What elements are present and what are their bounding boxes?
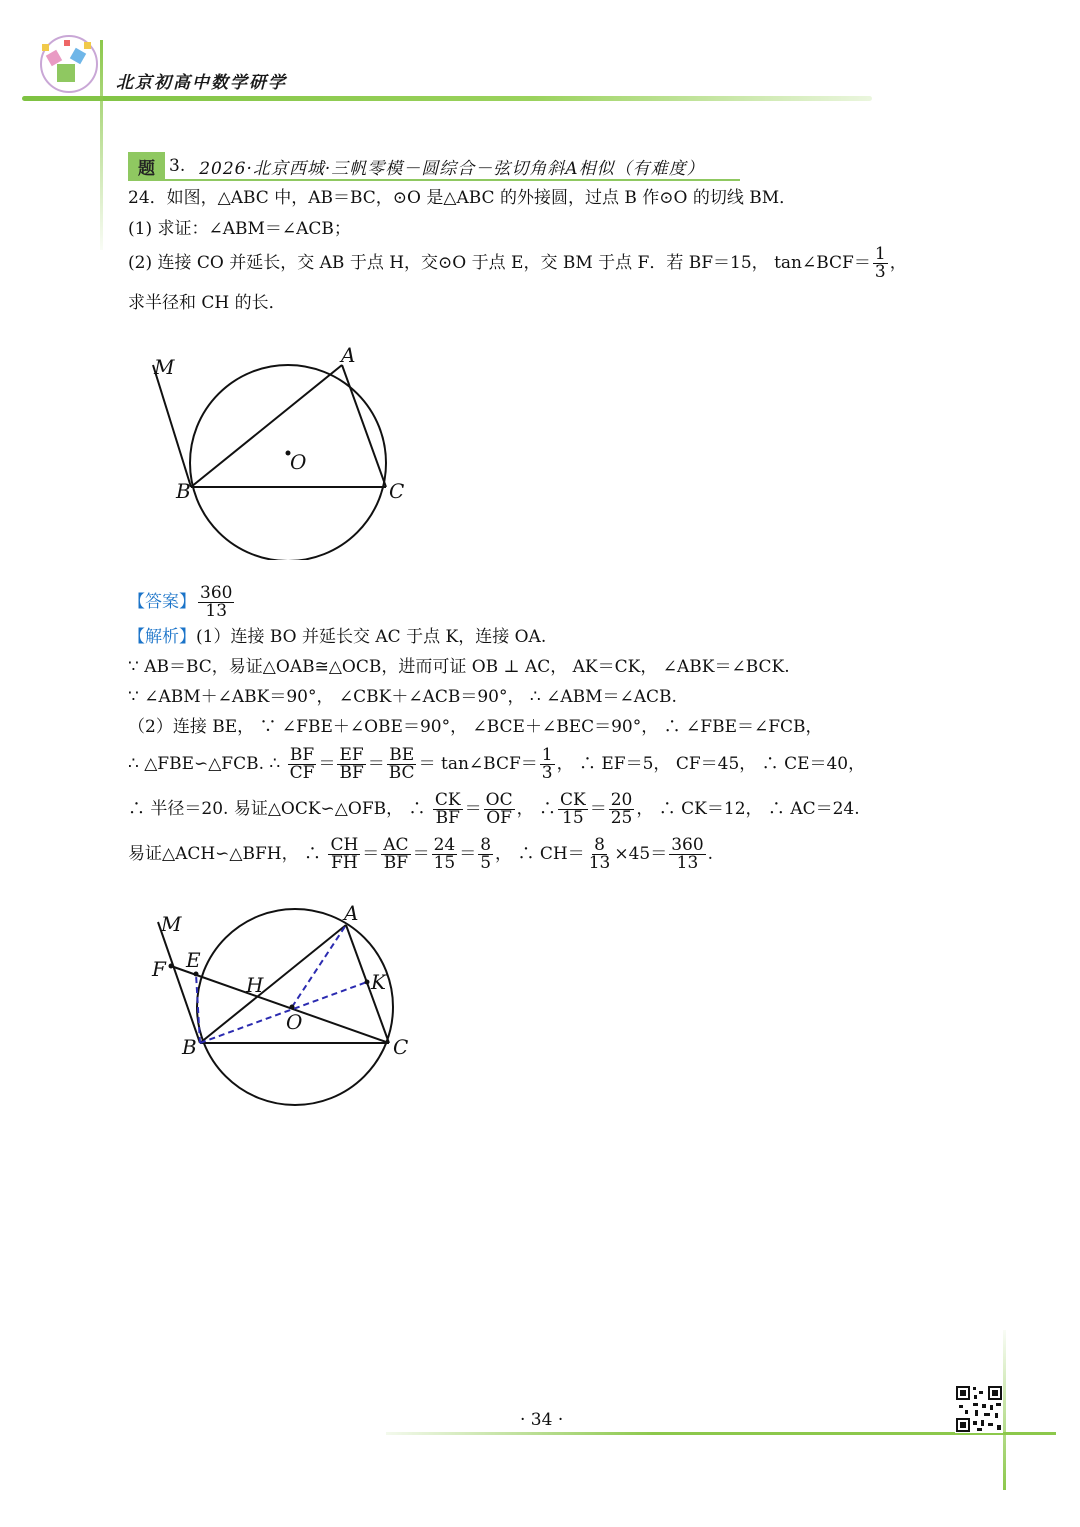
segment-ab [191, 365, 342, 487]
tangent-bm-2 [158, 922, 200, 1043]
fraction: $\frac{1}{3}$ [874, 244, 886, 282]
question-number: 3. [169, 156, 186, 176]
dashed-bk [200, 982, 367, 1043]
figure-2 [140, 900, 440, 1115]
question-part2: (2) 连接 CO 并延长，交 AB 于点 H，交⊙O 于点 E，交 BM 于点 F．若 BF＝15， tan∠BCF＝ $\frac{1}{3}$ ， [128, 244, 907, 282]
analysis-line-6: ∴ 半径＝20. 易证△OCK∽△OFB， ∴ $\frac{CK}{BF}$ ＝ $\frac{OC}{OF}$ ， ∴ $\frac{CK}{15}$ ＝ $\frac{20}{25}$ ， ∴ CK＝12， ∴ AC＝24. [128, 790, 860, 828]
label-h: H [246, 973, 264, 997]
analysis-line-1: 【解析】(1）连接 BO 并延长交 AC 于点 K，连接 OA. [128, 627, 547, 647]
answer-label: 【答案】 [128, 592, 196, 612]
brand-title: 北京初高中数学研学 [116, 73, 287, 93]
label-a-2: A [344, 901, 359, 925]
label-b: B [176, 479, 191, 503]
tangent-bm [153, 365, 191, 487]
analysis-line-3: ∵ ∠ABM＋∠ABK＝90°， ∠CBK＋∠ACB＝90°， ∴ ∠ABM＝∠ACB. [128, 687, 677, 707]
answer-line [128, 585, 236, 620]
circle-o-2 [197, 909, 393, 1105]
right-accent-line [1003, 1330, 1006, 1490]
label-f: F [152, 957, 166, 981]
label-k: K [371, 970, 386, 994]
question-source: 2026·北京西城·三帆零模－圆综合－弦切角斜A相似（有难度） [199, 158, 705, 179]
analysis-line-5: ∴ △FBE∽△FCB. ∴ $\frac{BF}{CF}$ ＝ $\frac{EF}{BF}$ ＝ $\frac{BE}{BC}$ ＝ tan∠BCF＝ $\frac{1}{3}$ ， ∴ EF＝5， CF＝45， ∴ CE＝40， [128, 745, 866, 783]
dashed-oa [292, 925, 346, 1007]
label-o: O [290, 450, 307, 474]
analysis-line-4: （2）连接 BE， ∵ ∠FBE＋∠OBE＝90°， ∠BCE＋∠BEC＝90°， ∴ ∠FBE＝∠FCB， [128, 717, 823, 737]
question-underline [128, 179, 740, 181]
qr-code-image [955, 1385, 1003, 1433]
analysis-label: 【解析】 [128, 627, 196, 647]
label-c-2: C [393, 1035, 409, 1059]
circle-o [190, 365, 386, 560]
label-a: A [341, 343, 356, 367]
logo-image [34, 34, 104, 94]
question-part2-cont: 求半径和 CH 的长． [128, 293, 286, 313]
part2-text: (2) 连接 CO 并延长，交 AB 于点 H，交⊙O 于点 E，交 BM 于点 F．若 BF＝15， tan∠BCF＝ [128, 253, 871, 273]
label-o-2: O [286, 1010, 303, 1034]
question-tag: 题 [128, 152, 165, 181]
question-header [128, 153, 705, 179]
figure-1 [140, 340, 430, 560]
header-divider [22, 96, 872, 101]
label-b-2: B [182, 1035, 197, 1059]
analysis-line-7: 易证△ACH∽△BFH， ∴ $\frac{CH}{FH}$ ＝ $\frac{AC}{BF}$ ＝ $\frac{24}{15}$ ＝ $\frac{8}{5}$ ， ∴ CH＝ $\frac{8}{13}$ ×45＝ $\frac{360}{13}$ . [128, 835, 714, 873]
answer-fraction: $\frac{360}{13}$ [200, 583, 233, 621]
question-stem: 24．如图，△ABC 中，AB＝BC，⊙O 是△ABC 的外接圆，过点 B 作⊙O 的切线 BM． [128, 188, 797, 208]
analysis-line-2: ∵ AB＝BC，易证△OAB≅△OCB，进而可证 OB ⊥ AC， AK＝CK， ∠ABK＝∠BCK. [128, 657, 790, 677]
question-part1: (1) 求证：∠ABM＝∠ACB； [128, 219, 351, 239]
left-accent-line [100, 40, 103, 250]
label-m: M [154, 355, 175, 379]
label-e: E [186, 948, 201, 972]
label-m-2: M [161, 912, 182, 936]
page-number: · 34 · [520, 1410, 564, 1430]
label-c: C [389, 479, 405, 503]
